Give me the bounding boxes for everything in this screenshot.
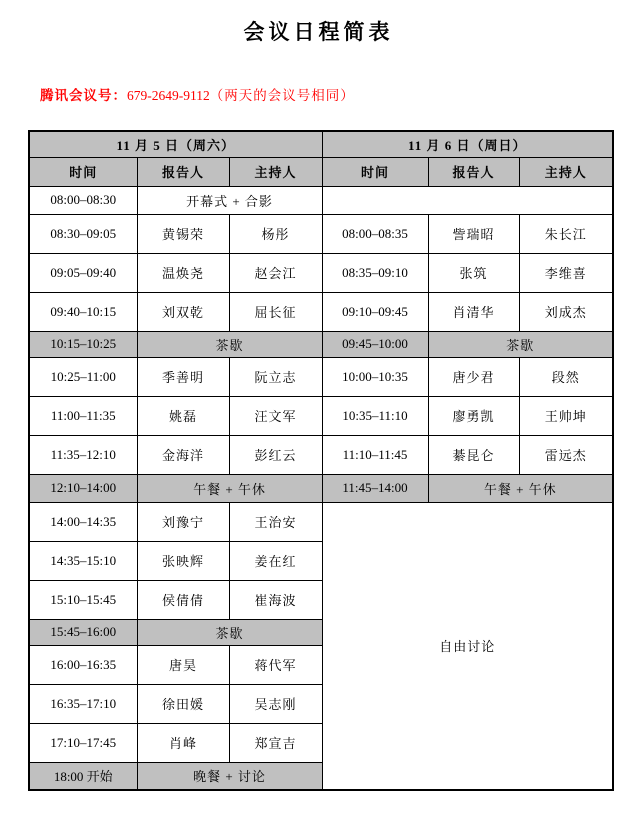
tea-break-cell: 茶歇 (428, 331, 613, 357)
time-cell: 12:10–14:00 (29, 474, 137, 502)
schedule-row (29, 502, 613, 541)
speaker-cell: 姚磊 (137, 396, 229, 435)
time-cell: 10:00–10:35 (322, 357, 428, 396)
time-cell: 10:15–10:25 (29, 331, 137, 357)
speaker-cell: 刘双乾 (137, 292, 229, 331)
meeting-id-note: （两天的会议号相同） (209, 88, 355, 103)
day-header-row (29, 131, 613, 157)
time-cell: 09:45–10:00 (322, 331, 428, 357)
chair-cell: 彭红云 (229, 435, 322, 474)
schedule-row (29, 292, 613, 331)
chair-cell: 杨彤 (229, 214, 322, 253)
chair-cell: 汪文军 (229, 396, 322, 435)
day1-header: 11 月 5 日（周六） (29, 131, 322, 157)
speaker-cell: 廖勇凯 (428, 396, 519, 435)
time-cell: 08:35–09:10 (322, 253, 428, 292)
day2-col-speaker: 报告人 (428, 157, 519, 186)
schedule-row (29, 186, 613, 214)
time-cell: 09:40–10:15 (29, 292, 137, 331)
chair-cell: 刘成杰 (519, 292, 613, 331)
time-cell: 14:35–15:10 (29, 541, 137, 580)
dinner-cell: 晚餐 + 讨论 (137, 762, 322, 790)
speaker-cell: 张映辉 (137, 541, 229, 580)
speaker-cell: 温焕尧 (137, 253, 229, 292)
time-cell: 10:35–11:10 (322, 396, 428, 435)
day1-col-speaker: 报告人 (137, 157, 229, 186)
schedule-row (29, 253, 613, 292)
chair-cell: 雷远杰 (519, 435, 613, 474)
speaker-cell: 季善明 (137, 357, 229, 396)
chair-cell: 李维喜 (519, 253, 613, 292)
time-cell: 10:25–11:00 (29, 357, 137, 396)
chair-cell: 崔海波 (229, 580, 322, 619)
chair-cell: 郑宣吉 (229, 723, 322, 762)
meeting-id-label: 腾讯会议号： (40, 88, 127, 103)
day2-header: 11 月 6 日（周日） (322, 131, 613, 157)
time-cell: 16:35–17:10 (29, 684, 137, 723)
lunch-cell: 午餐 + 午休 (137, 474, 322, 502)
speaker-cell: 綦昆仑 (428, 435, 519, 474)
speaker-cell: 唐少君 (428, 357, 519, 396)
speaker-cell: 刘豫宁 (137, 502, 229, 541)
time-cell: 08:30–09:05 (29, 214, 137, 253)
chair-cell: 朱长江 (519, 214, 613, 253)
speaker-cell: 徐田媛 (137, 684, 229, 723)
speaker-cell: 侯倩倩 (137, 580, 229, 619)
schedule-row (29, 435, 613, 474)
schedule-row (29, 357, 613, 396)
day2-col-time: 时间 (322, 157, 428, 186)
column-header-row (29, 157, 613, 186)
opening-ceremony-cell: 开幕式 + 合影 (137, 186, 322, 214)
time-cell: 08:00–08:35 (322, 214, 428, 253)
chair-cell: 段然 (519, 357, 613, 396)
time-cell: 15:45–16:00 (29, 619, 137, 645)
meeting-id-number: 679-2649-9112 (127, 88, 210, 103)
time-cell: 16:00–16:35 (29, 645, 137, 684)
time-cell: 11:10–11:45 (322, 435, 428, 474)
tea-break-row (29, 331, 613, 357)
conference-schedule-table (28, 130, 614, 791)
lunch-row (29, 474, 613, 502)
chair-cell: 赵会江 (229, 253, 322, 292)
lunch-cell: 午餐 + 午休 (428, 474, 613, 502)
speaker-cell: 肖清华 (428, 292, 519, 331)
time-cell: 11:00–11:35 (29, 396, 137, 435)
time-cell: 18:00 开始 (29, 762, 137, 790)
day2-col-chair: 主持人 (519, 157, 613, 186)
day1-col-time: 时间 (29, 157, 137, 186)
meeting-info-line (40, 84, 355, 104)
tea-break-cell: 茶歇 (137, 331, 322, 357)
schedule-row (29, 214, 613, 253)
page-title: 会议日程简表 (243, 20, 394, 44)
day1-col-chair: 主持人 (229, 157, 322, 186)
speaker-cell: 肖峰 (137, 723, 229, 762)
chair-cell: 王治安 (229, 502, 322, 541)
time-cell: 14:00–14:35 (29, 502, 137, 541)
time-cell: 15:10–15:45 (29, 580, 137, 619)
time-cell: 08:00–08:30 (29, 186, 137, 214)
chair-cell: 王帅坤 (519, 396, 613, 435)
chair-cell: 吴志刚 (229, 684, 322, 723)
speaker-cell: 黄锡荣 (137, 214, 229, 253)
chair-cell: 蒋代军 (229, 645, 322, 684)
time-cell: 09:10–09:45 (322, 292, 428, 331)
speaker-cell: 金海洋 (137, 435, 229, 474)
time-cell: 11:35–12:10 (29, 435, 137, 474)
time-cell: 09:05–09:40 (29, 253, 137, 292)
speaker-cell: 张筑 (428, 253, 519, 292)
schedule-row (29, 396, 613, 435)
chair-cell: 阮立志 (229, 357, 322, 396)
empty-cell (322, 186, 613, 214)
tea-break-cell: 茶歇 (137, 619, 322, 645)
speaker-cell: 唐昊 (137, 645, 229, 684)
time-cell: 11:45–14:00 (322, 474, 428, 502)
time-cell: 17:10–17:45 (29, 723, 137, 762)
chair-cell: 屈长征 (229, 292, 322, 331)
free-discussion-cell: 自由讨论 (322, 502, 613, 790)
speaker-cell: 訾瑞昭 (428, 214, 519, 253)
chair-cell: 姜在红 (229, 541, 322, 580)
